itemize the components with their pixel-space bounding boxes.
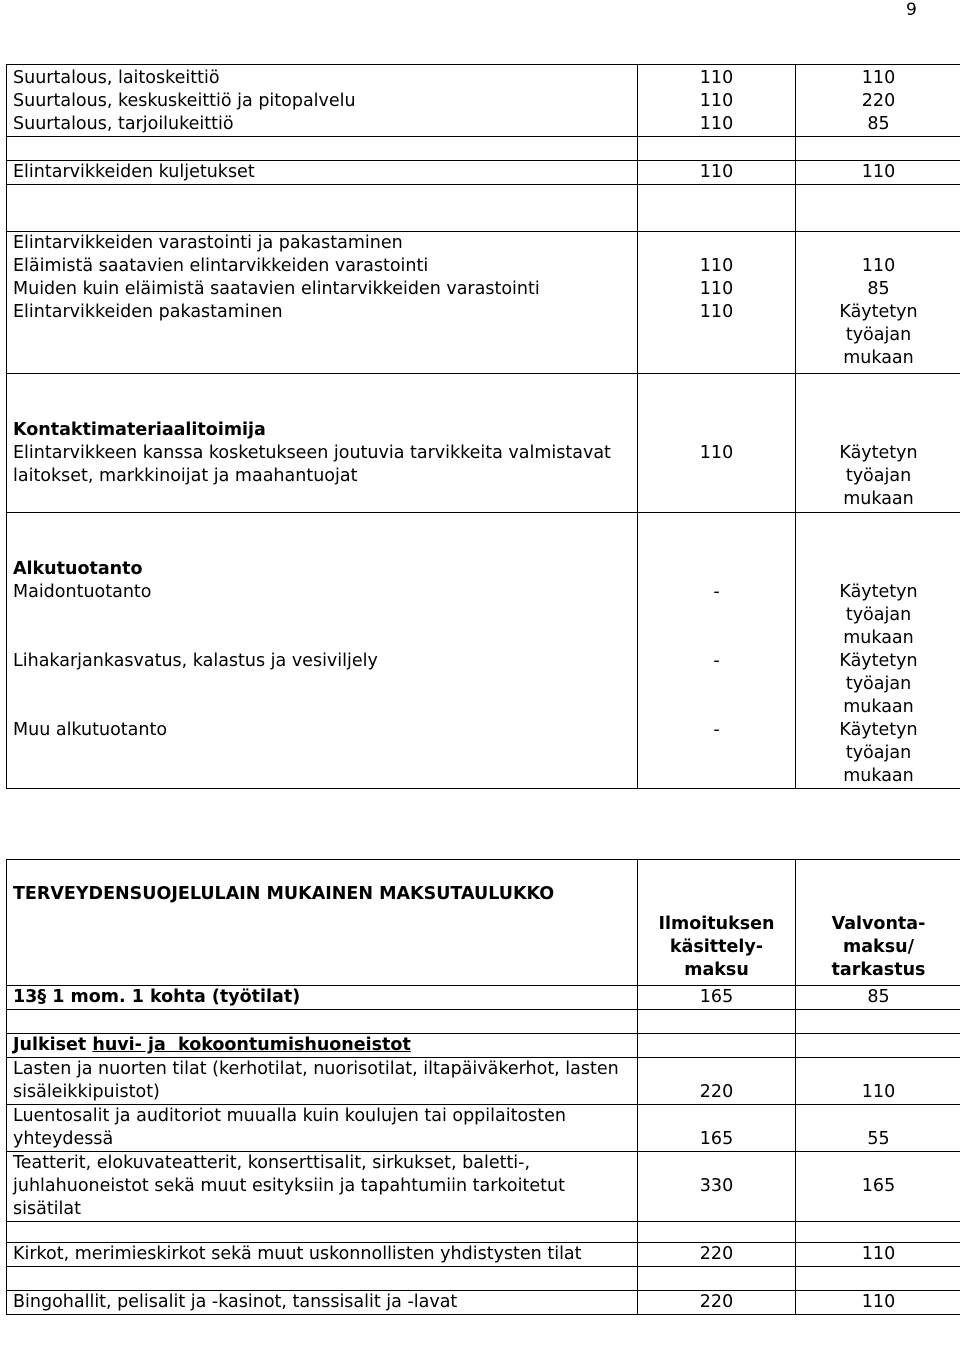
fee-value: 110: [699, 256, 734, 276]
column-header: Valvonta-maksu/ tarkastus: [831, 914, 926, 980]
fee-value: 220: [861, 91, 896, 111]
fee-value: -: [713, 720, 720, 740]
fee-value: 110: [861, 256, 896, 276]
table-row: [7, 1105, 960, 1152]
fee-value: 85: [867, 279, 890, 299]
fee-value: 110: [861, 162, 896, 182]
table-row: [7, 374, 960, 513]
row-label: Kirkot, merimieskirkot sekä muut uskonnollisten yhdistysten tilat: [13, 1244, 582, 1264]
section-heading: Kontaktimateriaalitoimija: [13, 420, 266, 440]
fee-value: Käytetyn työajan mukaan: [839, 651, 918, 717]
row-label: Muiden kuin eläimistä saatavien elintarvikkeiden varastointi: [13, 279, 540, 299]
section-heading: Alkutuotanto: [13, 559, 143, 579]
table-row: [7, 1243, 960, 1267]
row-label: Teatterit, elokuvateatterit, konserttisalit, sirkukset, baletti-, juhlahuoneistot sekä muut esityksiin ja tapahtumiin tarkoitetut sisätilat: [13, 1153, 565, 1219]
table-row: [7, 232, 960, 374]
fee-value: 110: [699, 302, 734, 322]
spacer-row: [7, 185, 960, 232]
fee-value: 165: [861, 1176, 896, 1196]
fee-value: 110: [699, 279, 734, 299]
fee-value: Käytetyn työajan mukaan: [839, 720, 918, 786]
spacer-row: [7, 1222, 960, 1243]
fee-value: 165: [699, 1129, 734, 1149]
fee-value: 220: [699, 1244, 734, 1264]
table-row: [7, 986, 960, 1010]
spacer-row: [7, 1010, 960, 1034]
fee-value: 110: [699, 443, 734, 463]
row-label: 13§ 1 mom. 1 kohta (työtilat): [13, 987, 301, 1007]
fee-value: 110: [699, 91, 734, 111]
fee-value: Käytetyn työajan mukaan: [839, 582, 918, 648]
row-label: Elintarvikkeiden kuljetukset: [13, 162, 255, 182]
fee-value: -: [713, 582, 720, 602]
fee-value: 220: [699, 1292, 734, 1312]
fee-value: 110: [861, 68, 896, 88]
table-header-row: [7, 860, 960, 986]
row-label: Eläimistä saatavien elintarvikkeiden varastointi: [13, 256, 429, 276]
table-row: [7, 1034, 960, 1058]
row-label: Suurtalous, keskuskeittiö ja pitopalvelu: [13, 91, 356, 111]
spacer-row: [7, 1267, 960, 1291]
fee-value: 110: [861, 1292, 896, 1312]
row-label: Maidontuotanto: [13, 582, 152, 602]
fee-value: 165: [699, 987, 734, 1007]
table-row: [7, 1291, 960, 1315]
section-heading-underlined: huvi- ja kokoontumishuoneistot: [92, 1035, 411, 1055]
fee-value: 85: [867, 987, 890, 1007]
fee-table-food: [6, 64, 960, 789]
column-header: Ilmoituksen käsittely-maksu: [658, 914, 775, 980]
fee-value: 85: [867, 114, 890, 134]
fee-value: -: [713, 651, 720, 671]
row-label: Bingohallit, pelisalit ja -kasinot, tanssisalit ja -lavat: [13, 1292, 458, 1312]
table-row: [7, 1152, 960, 1222]
fee-value: 110: [699, 114, 734, 134]
row-label: Lasten ja nuorten tilat (kerhotilat, nuorisotilat, iltapäiväkerhot, lasten sisäleikkipuistot): [13, 1059, 619, 1102]
page-number: 9: [906, 0, 917, 20]
fee-value: Käytetyn työajan mukaan: [839, 302, 918, 368]
table-title: TERVEYDENSUOJELULAIN MUKAINEN MAKSUTAULUKKO: [13, 884, 555, 904]
row-label: Lihakarjankasvatus, kalastus ja vesiviljely: [13, 651, 378, 671]
spacer-row: [7, 137, 960, 161]
fee-value: 330: [699, 1176, 734, 1196]
table-row: [7, 161, 960, 185]
row-label: Elintarvikkeen kanssa kosketukseen joutuvia tarvikkeita valmistavat laitokset, markkinoijat ja maahantuojat: [13, 443, 611, 486]
row-label: Luentosalit ja auditoriot muualla kuin koulujen tai oppilaitosten yhteydessä: [13, 1106, 567, 1149]
row-label: Muu alkutuotanto: [13, 720, 168, 740]
fee-value: 110: [861, 1082, 896, 1102]
fee-value: 110: [861, 1244, 896, 1264]
table-row: [7, 513, 960, 789]
section-heading: Julkiset: [13, 1035, 87, 1055]
fee-value: 55: [867, 1129, 890, 1149]
fee-value: 220: [699, 1082, 734, 1102]
fee-value: Käytetyn työajan mukaan: [839, 443, 918, 509]
table-row: [7, 65, 960, 137]
fee-value: 110: [699, 162, 734, 182]
row-label: Elintarvikkeiden pakastaminen: [13, 302, 283, 322]
row-label: Suurtalous, tarjoilukeittiö: [13, 114, 234, 134]
section-heading: Elintarvikkeiden varastointi ja pakastaminen: [13, 233, 403, 253]
fee-value: 110: [699, 68, 734, 88]
table-row: [7, 1058, 960, 1105]
row-label: Suurtalous, laitoskeittiö: [13, 68, 220, 88]
fee-table-health: [6, 859, 960, 1315]
